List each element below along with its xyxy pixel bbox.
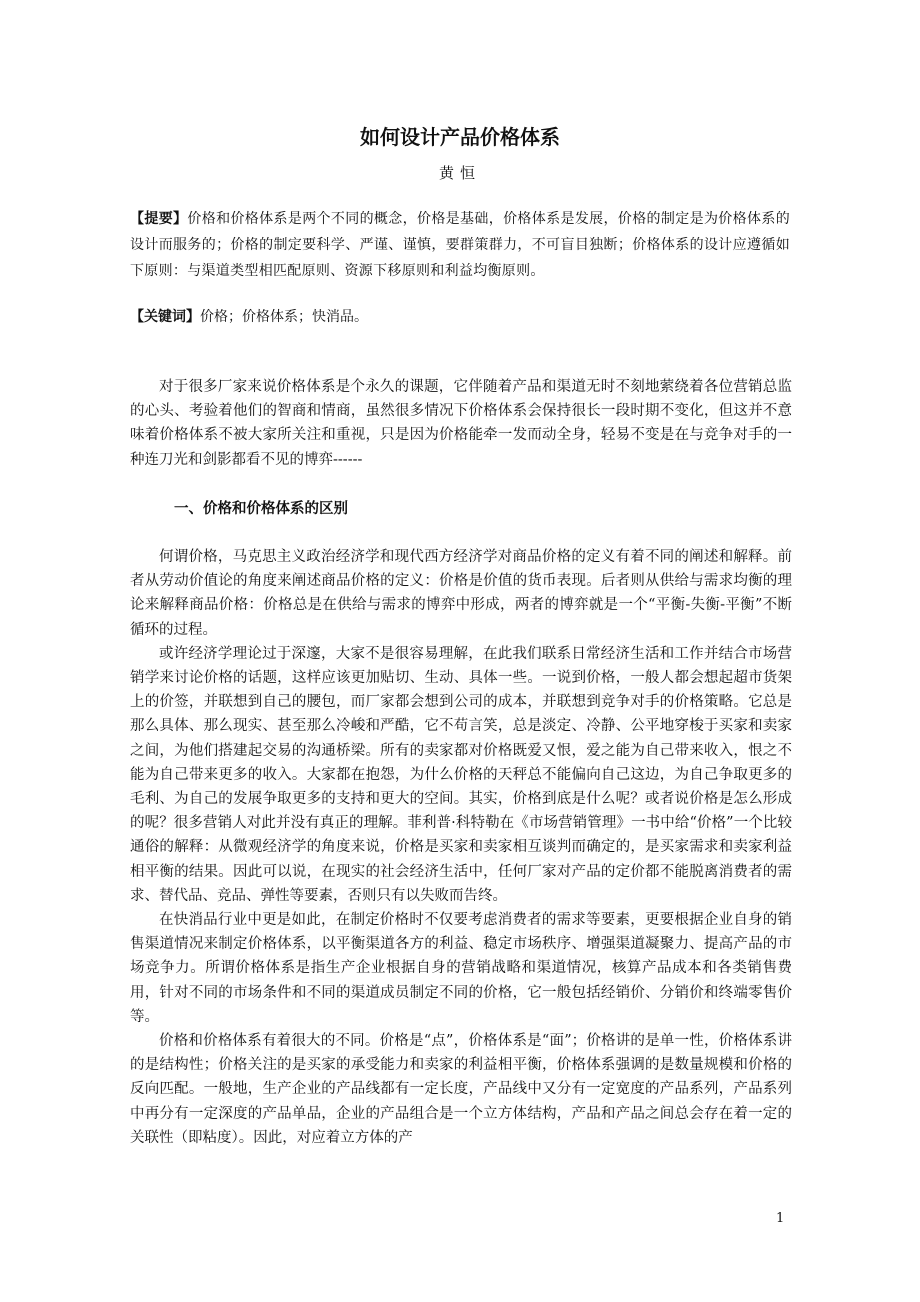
body-paragraph: 或许经济学理论过于深邃，大家不是很容易理解，在此我们联系日常经济生活和工作并结合市场营销学来讨论价格的话题，这样应该更加贴切、生动、具体一些。一说到价格，一般人都会想起超市货架上的价签，并联想到自己的腰包，而厂家都会想到公司的成本，并联想到竞争对手的价格策略。它总是那么具体、那么现实、甚至那么冷峻和严酷，它不苟言笑，总是淡定、冷静、公平地穿梭于买家和卖家之间，为他们搭建起交易的沟通桥梁。所有的卖家都对价格既爱又恨，爱之能为自己带来收入，恨之不能为自己带来更多的收入。大家都在抱怨，为什么价格的天秤总不能偏向自己这边，为自己争取更多的毛利、为自己的发展争取更多的支持和更大的空间。其实，价格到底是什么呢？或者说价格是怎么形成的呢？很多营销人对此并没有真正的理解。菲利普·科特勒在《市场营销管理》一书中给“价格”一个比较通俗的解释：从微观经济学的角度来说，价格是买家和卖家相互谈判而确定的，是买家需求和卖家利益相平衡的结果。因此可以说，在现实的社会经济生活中，任何厂家对产品的定价都不能脱离消费者的需求、替代品、竞品、弹性等要素，否则只有以失败而告终。: [130, 645, 792, 904]
keywords-label: 【关键词】: [130, 309, 200, 325]
page-number: 1: [776, 1211, 785, 1226]
section-heading: 一、价格和价格体系的区别: [174, 501, 348, 517]
body-paragraph: 何谓价格，马克思主义政治经济学和现代西方经济学对商品价格的定义有着不同的阐述和解释。前者从劳动价值论的角度来阐述商品价格的定义：价格是价值的货币表现。后者则从供给与需求均衡的理论来解释商品价格：价格总是在供给与需求的博弈中形成，两者的博弈就是一个“平衡-失衡-平衡”不断循环的过程。: [130, 549, 792, 638]
abstract-block: [130, 206, 790, 284]
abstract-text: 价格和价格体系是两个不同的概念，价格是基础，价格体系是发展，价格的制定是为价格体系的设计而服务的；价格的制定要科学、严谨、谨慎，要群策群力，不可盲目独断；价格体系的设计应遵循如下原则：与渠道类型相匹配原则、资源下移原则和利益均衡原则。: [130, 211, 790, 279]
document-author: 黄恒: [438, 164, 481, 182]
section-body: [130, 545, 792, 1150]
body-paragraph: 价格和价格体系有着很大的不同。价格是“点”，价格体系是“面”；价格讲的是单一性，价格体系讲的是结构性；价格关注的是买家的承受能力和卖家的利益相平衡，价格体系强调的是数量规模和价格的反向匹配。一般地，生产企业的产品线都有一定长度，产品线中又分有一定宽度的产品系列，产品系列中再分有一定深度的产品单品，企业的产品组合是一个立方体结构，产品和产品之间总会存在着一定的关联性（即粘度）。因此，对应着立方体的产: [130, 1033, 792, 1146]
intro-paragraph: 对于很多厂家来说价格体系是个永久的课题，它伴随着产品和渠道无时不刻地萦绕着各位营销总监的心头、考验着他们的智商和情商，虽然很多情况下价格体系会保持很长一段时期不变化，但这并不意味着价格体系不被大家所关注和重视，只是因为价格能牵一发而动全身，轻易不变是在与竞争对手的一种连刀光和剑影都看不见的博弈------: [130, 379, 792, 468]
intro-section: [130, 375, 792, 472]
document-title: 如何设计产品价格体系: [360, 125, 560, 149]
body-paragraph: 在快消品行业中更是如此，在制定价格时不仅要考虑消费者的需求等要素，更要根据企业自身的销售渠道情况来制定价格体系，以平衡渠道各方的利益、稳定市场秩序、增强渠道凝聚力、提高产品的市场竞争力。所谓价格体系是指生产企业根据自身的营销战略和渠道情况，核算产品成本和各类销售费用，针对不同的市场条件和不同的渠道成员制定不同的价格，它一般包括经销价、分销价和终端零售价等。: [130, 912, 792, 1025]
keywords-text: 价格；价格体系；快消品。: [200, 309, 368, 325]
keywords-block: [130, 304, 790, 330]
abstract-label: 【提要】: [130, 211, 188, 227]
